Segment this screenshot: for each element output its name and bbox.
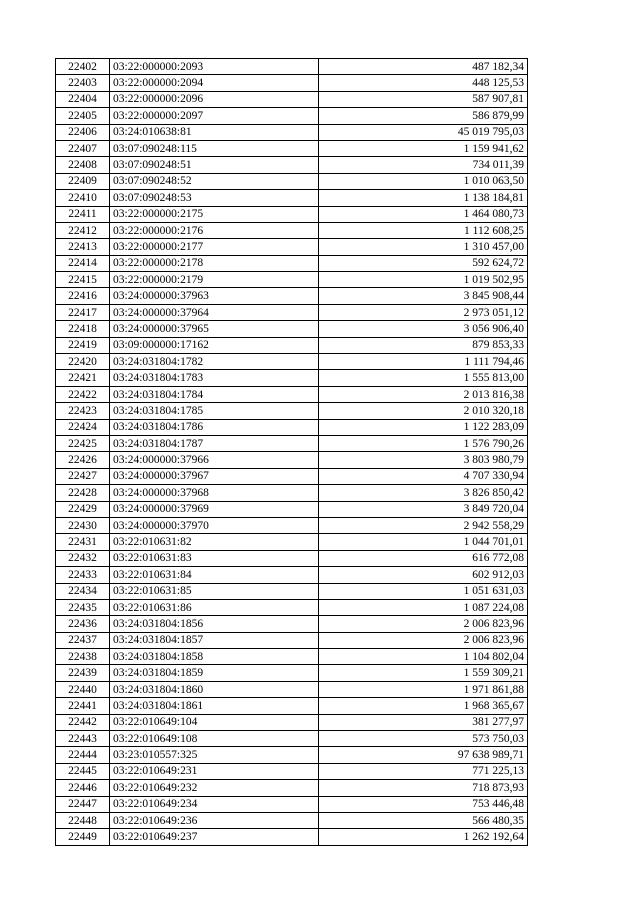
cadastral-number-cell: 03:22:010649:104 [110,714,319,730]
table-row [56,616,528,632]
cadastral-number-cell: 03:22:000000:2177 [110,239,319,255]
row-number-cell: 22407 [56,140,110,156]
table-row [56,501,528,517]
cadastral-value-cell: 2 010 320,18 [319,403,528,419]
cadastral-number-cell: 03:22:000000:2094 [110,75,319,91]
cadastral-value-cell: 1 559 309,21 [319,665,528,681]
cadastral-value-cell: 2 013 816,38 [319,386,528,402]
cadastral-number-cell: 03:24:031804:1783 [110,370,319,386]
table-row [56,124,528,140]
cadastral-number-cell: 03:07:090248:52 [110,173,319,189]
cadastral-value-cell: 1 044 701,01 [319,534,528,550]
table-row [56,714,528,730]
cadastral-number-cell: 03:22:010631:84 [110,567,319,583]
row-number-cell: 22427 [56,468,110,484]
cadastral-number-cell: 03:22:000000:2097 [110,108,319,124]
table-row [56,337,528,353]
cadastral-value-cell: 1 112 608,25 [319,222,528,238]
table-row [56,239,528,255]
table-row [56,649,528,665]
cadastral-value-cell: 616 772,08 [319,550,528,566]
table-row [56,485,528,501]
table-row [56,75,528,91]
cadastral-number-cell: 03:22:010649:232 [110,780,319,796]
table-row [56,91,528,107]
table-row [56,321,528,337]
table-row [56,812,528,828]
row-number-cell: 22440 [56,681,110,697]
cadastral-value-cell: 592 624,72 [319,255,528,271]
row-number-cell: 22419 [56,337,110,353]
cadastral-value-cell: 1 111 794,46 [319,354,528,370]
cadastral-value-cell: 2 973 051,12 [319,304,528,320]
row-number-cell: 22441 [56,698,110,714]
cadastral-number-cell: 03:22:010631:83 [110,550,319,566]
cadastral-number-cell: 03:24:000000:37964 [110,304,319,320]
cadastral-number-cell: 03:24:031804:1856 [110,616,319,632]
cadastral-value-cell: 1 159 941,62 [319,140,528,156]
table-row [56,681,528,697]
row-number-cell: 22429 [56,501,110,517]
cadastral-value-cell: 771 225,13 [319,763,528,779]
cadastral-number-cell: 03:22:010649:108 [110,731,319,747]
cadastral-value-cell: 573 750,03 [319,731,528,747]
row-number-cell: 22402 [56,59,110,75]
cadastral-number-cell: 03:22:010649:237 [110,829,319,845]
row-number-cell: 22437 [56,632,110,648]
cadastral-number-cell: 03:22:000000:2178 [110,255,319,271]
table-row [56,157,528,173]
cadastral-number-cell: 03:24:031804:1861 [110,698,319,714]
cadastral-value-cell: 1 576 790,26 [319,435,528,451]
cadastral-number-cell: 03:24:031804:1782 [110,354,319,370]
cadastral-number-cell: 03:22:010649:234 [110,796,319,812]
cadastral-value-cell: 879 853,33 [319,337,528,353]
cadastral-value-cell: 3 845 908,44 [319,288,528,304]
table-row [56,517,528,533]
row-number-cell: 22433 [56,567,110,583]
row-number-cell: 22425 [56,435,110,451]
row-number-cell: 22406 [56,124,110,140]
table-row [56,206,528,222]
cadastral-value-table [55,58,528,846]
cadastral-number-cell: 03:24:031804:1859 [110,665,319,681]
table-row [56,370,528,386]
cadastral-number-cell: 03:24:000000:37965 [110,321,319,337]
cadastral-value-cell: 3 849 720,04 [319,501,528,517]
cadastral-number-cell: 03:22:010631:82 [110,534,319,550]
cadastral-value-cell: 4 707 330,94 [319,468,528,484]
cadastral-number-cell: 03:24:031804:1785 [110,403,319,419]
row-number-cell: 22434 [56,583,110,599]
cadastral-number-cell: 03:24:000000:37968 [110,485,319,501]
cadastral-value-cell: 1 138 184,81 [319,190,528,206]
row-number-cell: 22411 [56,206,110,222]
cadastral-value-cell: 448 125,53 [319,75,528,91]
table-row [56,747,528,763]
cadastral-value-cell: 1 555 813,00 [319,370,528,386]
cadastral-number-cell: 03:24:031804:1784 [110,386,319,402]
row-number-cell: 22443 [56,731,110,747]
row-number-cell: 22438 [56,649,110,665]
cadastral-number-cell: 03:23:010557:325 [110,747,319,763]
row-number-cell: 22408 [56,157,110,173]
cadastral-number-cell: 03:24:031804:1786 [110,419,319,435]
row-number-cell: 22409 [56,173,110,189]
cadastral-number-cell: 03:07:090248:115 [110,140,319,156]
row-number-cell: 22405 [56,108,110,124]
row-number-cell: 22403 [56,75,110,91]
table-row [56,255,528,271]
table-body [56,59,528,846]
row-number-cell: 22423 [56,403,110,419]
table-row [56,599,528,615]
cadastral-number-cell: 03:24:031804:1857 [110,632,319,648]
cadastral-number-cell: 03:24:031804:1858 [110,649,319,665]
cadastral-value-cell: 45 019 795,03 [319,124,528,140]
cadastral-value-cell: 734 011,39 [319,157,528,173]
cadastral-value-cell: 587 907,81 [319,91,528,107]
cadastral-number-cell: 03:07:090248:51 [110,157,319,173]
table-row [56,403,528,419]
cadastral-value-cell: 3 803 980,79 [319,452,528,468]
cadastral-number-cell: 03:22:000000:2096 [110,91,319,107]
table-row [56,763,528,779]
cadastral-value-cell: 381 277,97 [319,714,528,730]
cadastral-value-cell: 1 971 861,88 [319,681,528,697]
row-number-cell: 22444 [56,747,110,763]
table-row [56,59,528,75]
cadastral-number-cell: 03:22:000000:2179 [110,272,319,288]
cadastral-value-cell: 1 968 365,67 [319,698,528,714]
row-number-cell: 22416 [56,288,110,304]
row-number-cell: 22415 [56,272,110,288]
table-row [56,304,528,320]
cadastral-number-cell: 03:24:000000:37969 [110,501,319,517]
row-number-cell: 22428 [56,485,110,501]
row-number-cell: 22426 [56,452,110,468]
table-row [56,567,528,583]
table-row [56,222,528,238]
cadastral-number-cell: 03:24:031804:1860 [110,681,319,697]
table-row [56,534,528,550]
document-page [55,58,527,846]
table-row [56,386,528,402]
row-number-cell: 22413 [56,239,110,255]
row-number-cell: 22418 [56,321,110,337]
table-row [56,190,528,206]
table-row [56,288,528,304]
table-row [56,698,528,714]
row-number-cell: 22422 [56,386,110,402]
cadastral-value-cell: 1 122 283,09 [319,419,528,435]
cadastral-value-cell: 1 087 224,08 [319,599,528,615]
cadastral-value-cell: 1 262 192,64 [319,829,528,845]
row-number-cell: 22439 [56,665,110,681]
cadastral-value-cell: 2 942 558,29 [319,517,528,533]
cadastral-value-cell: 1 019 502,95 [319,272,528,288]
cadastral-value-cell: 3 056 906,40 [319,321,528,337]
row-number-cell: 22420 [56,354,110,370]
cadastral-number-cell: 03:07:090248:53 [110,190,319,206]
table-row [56,780,528,796]
row-number-cell: 22404 [56,91,110,107]
cadastral-number-cell: 03:22:000000:2093 [110,59,319,75]
table-row [56,140,528,156]
row-number-cell: 22445 [56,763,110,779]
cadastral-value-cell: 2 006 823,96 [319,616,528,632]
row-number-cell: 22446 [56,780,110,796]
cadastral-number-cell: 03:24:000000:37967 [110,468,319,484]
table-row [56,173,528,189]
table-row [56,108,528,124]
table-row [56,550,528,566]
cadastral-value-cell: 718 873,93 [319,780,528,796]
table-row [56,731,528,747]
cadastral-value-cell: 97 638 989,71 [319,747,528,763]
cadastral-number-cell: 03:24:031804:1787 [110,435,319,451]
cadastral-number-cell: 03:22:010631:85 [110,583,319,599]
cadastral-value-cell: 566 480,35 [319,812,528,828]
row-number-cell: 22417 [56,304,110,320]
row-number-cell: 22421 [56,370,110,386]
cadastral-value-cell: 1 464 080,73 [319,206,528,222]
row-number-cell: 22449 [56,829,110,845]
row-number-cell: 22414 [56,255,110,271]
cadastral-number-cell: 03:09:000000:17162 [110,337,319,353]
cadastral-value-cell: 1 310 457,00 [319,239,528,255]
cadastral-value-cell: 3 826 850,42 [319,485,528,501]
row-number-cell: 22432 [56,550,110,566]
row-number-cell: 22448 [56,812,110,828]
cadastral-number-cell: 03:22:000000:2175 [110,206,319,222]
cadastral-value-cell: 1 010 063,50 [319,173,528,189]
row-number-cell: 22431 [56,534,110,550]
table-row [56,583,528,599]
cadastral-number-cell: 03:24:010638:81 [110,124,319,140]
cadastral-number-cell: 03:24:000000:37966 [110,452,319,468]
cadastral-value-cell: 1 104 802,04 [319,649,528,665]
row-number-cell: 22410 [56,190,110,206]
cadastral-number-cell: 03:22:000000:2176 [110,222,319,238]
row-number-cell: 22412 [56,222,110,238]
cadastral-number-cell: 03:22:010631:86 [110,599,319,615]
cadastral-value-cell: 487 182,34 [319,59,528,75]
cadastral-value-cell: 753 446,48 [319,796,528,812]
cadastral-number-cell: 03:24:000000:37963 [110,288,319,304]
table-row [56,665,528,681]
row-number-cell: 22435 [56,599,110,615]
row-number-cell: 22447 [56,796,110,812]
cadastral-number-cell: 03:22:010649:231 [110,763,319,779]
row-number-cell: 22442 [56,714,110,730]
table-row [56,468,528,484]
row-number-cell: 22436 [56,616,110,632]
cadastral-value-cell: 602 912,03 [319,567,528,583]
cadastral-number-cell: 03:24:000000:37970 [110,517,319,533]
table-row [56,435,528,451]
row-number-cell: 22424 [56,419,110,435]
table-row [56,829,528,845]
table-row [56,632,528,648]
cadastral-value-cell: 2 006 823,96 [319,632,528,648]
table-row [56,354,528,370]
cadastral-number-cell: 03:22:010649:236 [110,812,319,828]
table-row [56,796,528,812]
row-number-cell: 22430 [56,517,110,533]
cadastral-value-cell: 1 051 631,03 [319,583,528,599]
table-row [56,272,528,288]
cadastral-value-cell: 586 879,99 [319,108,528,124]
table-row [56,452,528,468]
table-row [56,419,528,435]
